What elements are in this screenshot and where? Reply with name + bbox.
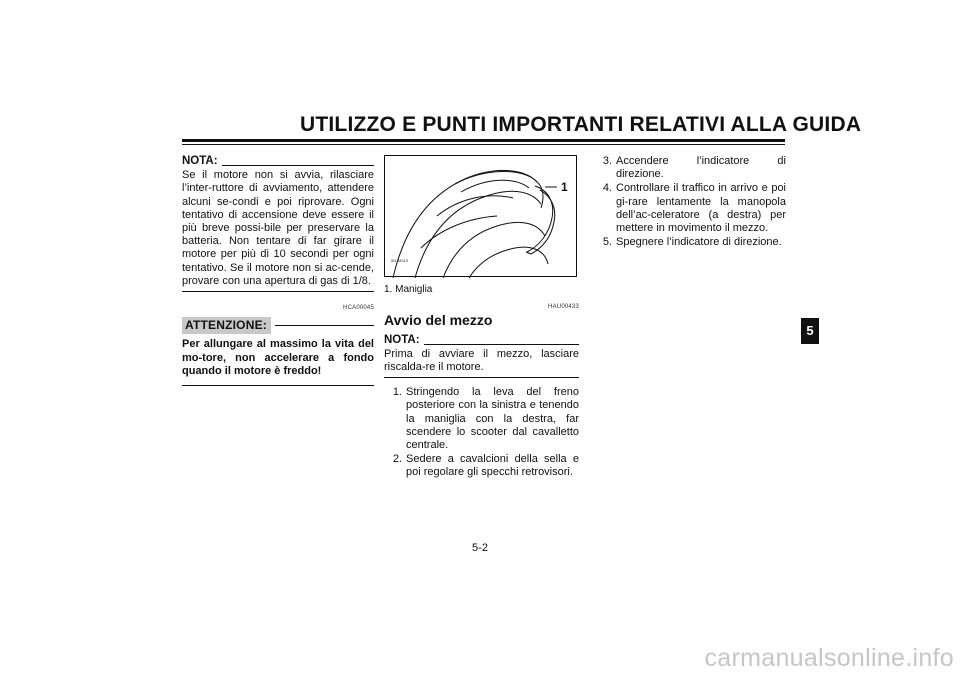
- right-column: [599, 155, 786, 250]
- note-body: [182, 169, 374, 288]
- figure-caption: 1. Maniglia: [384, 284, 433, 295]
- note-header: [182, 155, 374, 168]
- figure-callout: 1: [561, 180, 568, 194]
- caution-header: [182, 317, 374, 334]
- list-item: [384, 453, 579, 479]
- scooter-seat-illustration: [385, 156, 578, 278]
- middle-column: [384, 155, 579, 481]
- note-header-2: [384, 334, 579, 347]
- figure-code: 5NJM019: [391, 257, 409, 263]
- caution-text: Per allungare al massimo la vita del mo-tore, non accelerare a fondo quando il motore è freddo!: [182, 338, 374, 377]
- page-title: UTILIZZO E PUNTI IMPORTANTI RELATIVI ALLA GUIDA: [300, 113, 862, 136]
- step-text: Stringendo la leva del freno posteriore con la sinistra e tenendo la maniglia con la destra, far scendere lo scooter dal cavalletto centrale.: [406, 386, 579, 452]
- page-number: 5-2: [472, 542, 488, 554]
- steps-list: [384, 386, 579, 479]
- handle-figure: [384, 155, 577, 277]
- steps-list-continued: [599, 155, 786, 249]
- step-number: 3.: [602, 155, 612, 167]
- step-number: 5.: [602, 236, 612, 249]
- section-title: Avvio del mezzo: [384, 312, 493, 329]
- title-rule: [182, 139, 785, 142]
- note-rule-2: [424, 344, 579, 345]
- title-rule-thin: [182, 144, 785, 145]
- step-text: Accendere l’indicatore di direzione.: [616, 155, 786, 181]
- step-number: 2.: [392, 453, 402, 466]
- note-end-rule-2: [384, 377, 579, 378]
- step-text: Sedere a cavalcioni della sella e poi regolare gli specchi retrovisori.: [406, 453, 579, 479]
- note-body-2: [384, 348, 579, 374]
- note-text-2: Prima di avviare il mezzo, lasciare riscalda-re il motore.: [384, 347, 579, 374]
- caution-label: ATTENZIONE:: [182, 317, 271, 334]
- step-text: Controllare il traffico in arrivo e poi gi-rare lentamente la manopola dell’ac-celeratore (a destra) per mettere in movimento il mezzo.: [616, 182, 786, 235]
- caution-end-rule: [182, 385, 374, 386]
- chapter-tab: 5: [801, 318, 819, 344]
- note-label-2: NOTA:: [384, 333, 420, 346]
- step-number: 1.: [392, 386, 402, 399]
- caution-rule: [275, 325, 374, 326]
- list-item: [599, 182, 786, 235]
- step-text: Spegnere l’indicatore di direzione.: [616, 236, 782, 249]
- caution-body: [182, 338, 374, 378]
- note-rule: [222, 165, 374, 166]
- step-number: 4.: [602, 182, 612, 195]
- list-item: [599, 155, 786, 181]
- left-column: [182, 155, 374, 386]
- note-end-rule: [182, 291, 374, 292]
- section-code: HAU00433: [548, 304, 579, 311]
- note-text: Se il motore non si avvia, rilasciare l’inter-ruttore di avviamento, attendere alcuni se-condi e poi riprovare. Ogni tentativo di accensione deve essere il più breve possi-bile per preservare la batteria. Non tentare di far girare il motore per più di 10 secondi per ogni tentativo. Se il motore non si ac-cende, provare con una apertura di gas di 1/8.: [182, 169, 374, 287]
- note-label: NOTA:: [182, 155, 218, 167]
- watermark: carmanualsonline.info: [704, 644, 954, 672]
- caution-code: HCA00045: [343, 305, 374, 312]
- list-item: [384, 386, 579, 452]
- list-item: [599, 236, 786, 249]
